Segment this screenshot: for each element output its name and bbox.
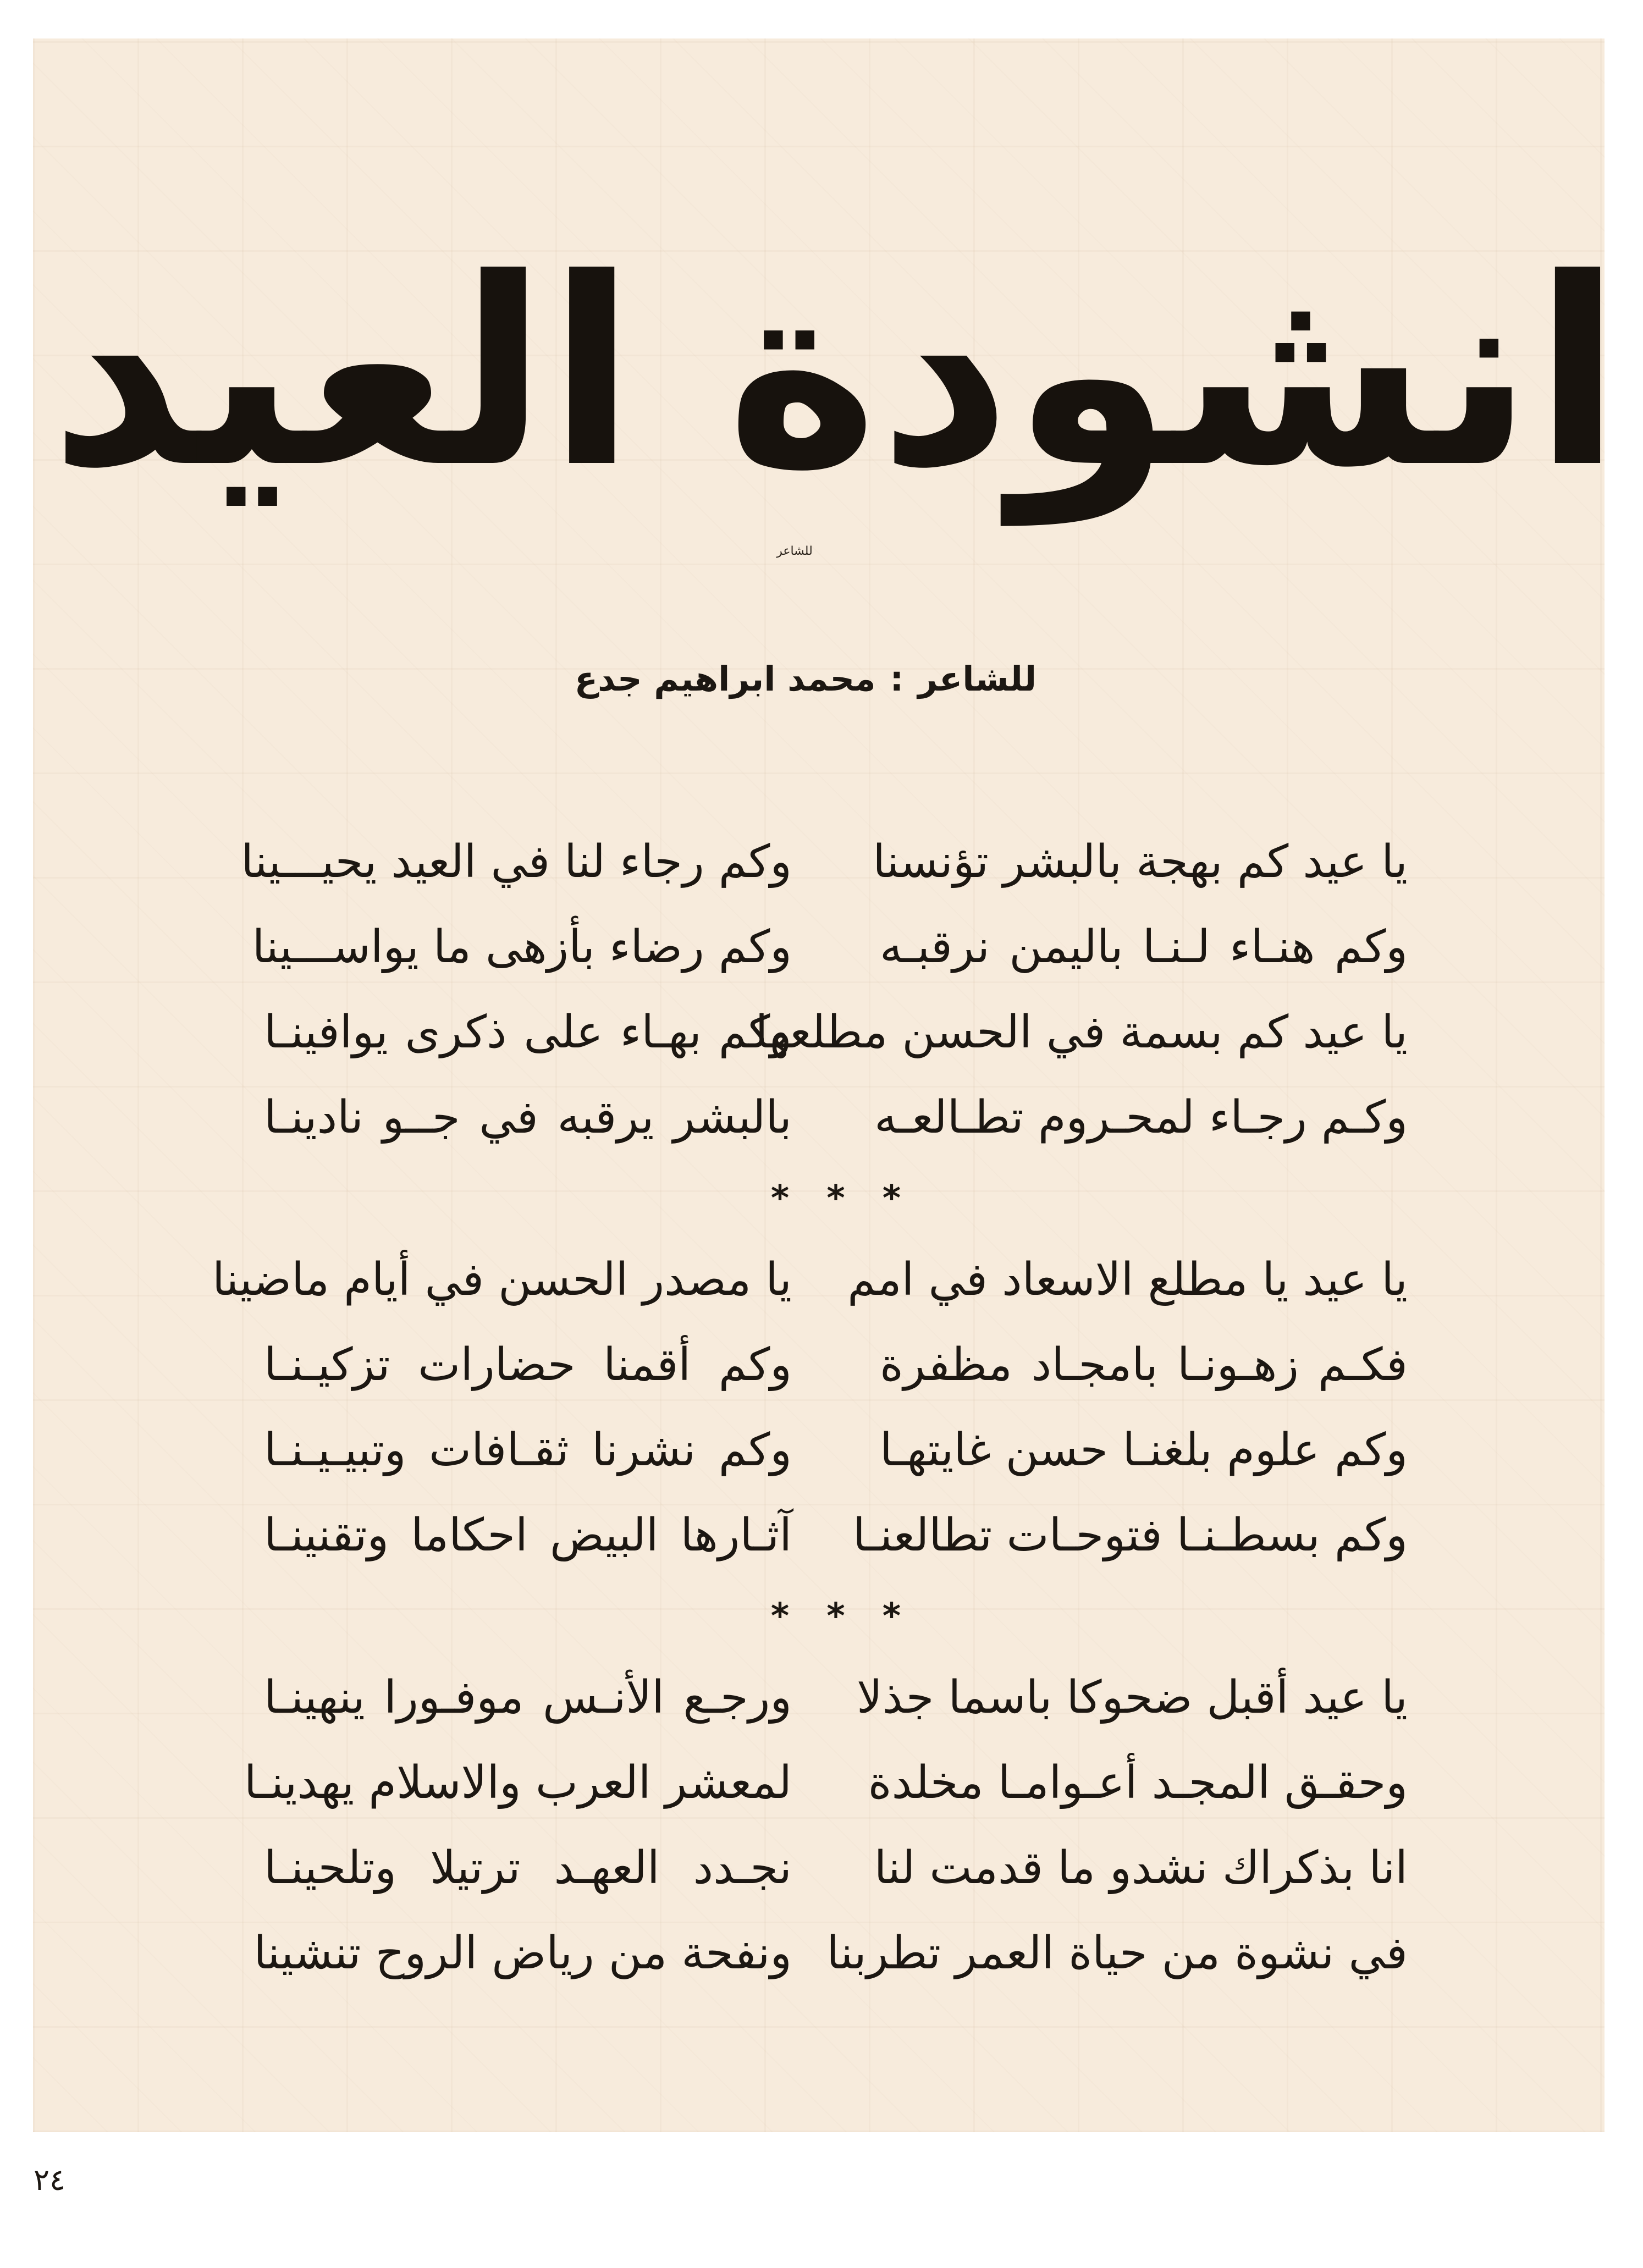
verse-first-hemistich: يا عيد يا مطلع الاسعاد في امم — [847, 1253, 1408, 1306]
asterisk: * — [770, 1596, 790, 1637]
verse-first-hemistich: وحقـق المجـد أعـوامـا مخلدة — [868, 1756, 1408, 1809]
verse-second-hemistich: لمعشر العرب والاسلام يهدينـا — [244, 1756, 792, 1809]
verse-first-hemistich: في نشوة من حياة العمر تطربنا — [826, 1927, 1408, 1979]
verse — [264, 1655, 1408, 1740]
asterisk: * — [826, 1178, 845, 1219]
verse-second-hemistich: وكم رضاء بأزهى ما يواســـينا — [252, 920, 792, 973]
page-number: ٢٤ — [33, 2162, 65, 2197]
page-title: انشودة العيد — [49, 223, 1622, 524]
byline-separator: : — [890, 659, 904, 699]
verse-second-hemistich: ونفحة من رياض الروح تنشينا — [253, 1927, 792, 1979]
verse-first-hemistich: انا بذكراك نشدو ما قدمت لنا — [874, 1841, 1408, 1894]
verse-first-hemistich: يا عيد كم بهجة بالبشر تؤنسنا — [873, 835, 1408, 888]
verse — [264, 1408, 1408, 1493]
author-name: محمد ابراهيم جدع — [574, 659, 876, 699]
verse-second-hemistich: آثـارها البيض احكاما وتقنينـا — [264, 1509, 792, 1561]
verse — [264, 1493, 1408, 1578]
verse-second-hemistich: بالبشر يرقبه في جــو نادينـا — [264, 1091, 792, 1144]
verse-second-hemistich: وكم أقمنا حضارات تزكيـنـا — [264, 1338, 792, 1391]
byline — [495, 649, 1116, 709]
title-block — [49, 148, 1622, 599]
verse-second-hemistich: ورجـع الأنـس موفـورا ينهينـا — [264, 1671, 792, 1724]
calligrapher-signature: للشاعر — [776, 544, 813, 558]
verse — [244, 1740, 1408, 1825]
asterisk: * — [882, 1596, 901, 1637]
stanza — [212, 1237, 1408, 1578]
verse-first-hemistich: وكم هنـاء لـنـا باليمن نرقبـه — [880, 920, 1408, 973]
stanza-divider — [264, 1578, 1408, 1655]
verse — [264, 1322, 1408, 1408]
stanza — [244, 1655, 1408, 1996]
verse-second-hemistich: وكم بهـاء على ذكرى يوافينـا — [264, 1006, 792, 1058]
verse-first-hemistich: يا عيد أقبل ضحوكا باسما جذلا — [856, 1671, 1408, 1724]
verse — [252, 904, 1408, 990]
verse-first-hemistich: وكم بسطـنـا فتوحـات تطالعنـا — [853, 1509, 1408, 1561]
asterisk: * — [882, 1178, 901, 1219]
stanza-divider — [264, 1160, 1408, 1237]
verse-first-hemistich: وكم علوم بلغنـا حسن غايتهـا — [880, 1423, 1408, 1476]
verse-second-hemistich: وكم نشرنا ثقـافات وتبيـيـنـا — [264, 1423, 792, 1476]
verse-second-hemistich: يا مصدر الحسن في أيام ماضينا — [212, 1253, 792, 1306]
verse — [264, 990, 1408, 1075]
verse — [241, 819, 1408, 904]
asterisk: * — [826, 1596, 845, 1637]
verse-first-hemistich: فكـم زهـونـا بامجـاد مظفرة — [880, 1338, 1408, 1391]
stanza — [241, 819, 1408, 1160]
asterisk: * — [770, 1178, 790, 1219]
verse-second-hemistich: وكم رجاء لنا في العيد يحيـــينا — [241, 835, 792, 888]
verse — [253, 1911, 1408, 1996]
poem — [212, 819, 1408, 1996]
verse — [264, 1825, 1408, 1911]
byline-label: للشاعر — [918, 659, 1037, 699]
verse — [264, 1075, 1408, 1160]
verse — [212, 1237, 1408, 1322]
verse-first-hemistich: يا عيد كم بسمة في الحسن مطلعها — [755, 1006, 1408, 1058]
verse-first-hemistich: وكـم رجـاء لمحـروم تطـالعـه — [874, 1091, 1408, 1144]
verse-second-hemistich: نجـدد العهـد ترتيلا وتلحينـا — [264, 1841, 792, 1894]
